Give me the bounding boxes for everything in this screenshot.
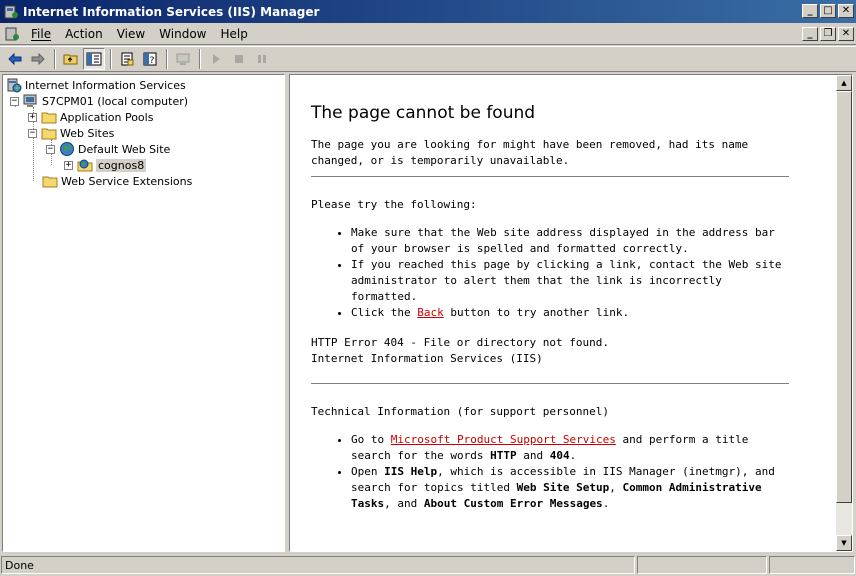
window-title: Internet Information Services (IIS) Manager [23, 4, 320, 19]
mmc-system-menu-icon[interactable] [4, 26, 20, 42]
toolbar-separator [54, 49, 56, 69]
collapse-icon[interactable]: − [29, 127, 36, 138]
bold-term: Common Administrative Tasks [351, 481, 762, 510]
text: Open [351, 465, 385, 478]
text: and [516, 449, 550, 462]
minimize-icon: _ [807, 5, 813, 16]
status-text-cell [1, 556, 635, 574]
connect-computer-button[interactable] [172, 48, 194, 70]
child-minimize-button[interactable] [802, 27, 818, 41]
bold-term: HTTP [490, 449, 517, 462]
toolbar [0, 46, 856, 72]
close-icon: ✕ [841, 28, 851, 39]
result-pane[interactable] [289, 74, 853, 552]
pause-button[interactable] [251, 48, 273, 70]
scroll-down-arrow-icon: ▼ [841, 539, 847, 547]
virtual-dir-icon [77, 157, 93, 173]
tree-item-application-pools[interactable] [28, 109, 153, 125]
vertical-scrollbar[interactable] [836, 75, 852, 551]
collapse-icon[interactable]: − [47, 143, 54, 154]
computer-icon [23, 93, 39, 109]
back-arrow-icon [7, 51, 23, 67]
divider [311, 176, 789, 177]
toolbar-separator [166, 49, 168, 69]
expand-icon[interactable]: + [65, 159, 72, 170]
list-item [351, 432, 789, 464]
help-button[interactable] [139, 48, 161, 70]
folder-icon [42, 173, 58, 189]
text: , which is accessible in IIS Manager (inetmgr), and search for topics titled [351, 465, 775, 494]
properties-button[interactable] [116, 48, 138, 70]
status-cell [637, 556, 767, 574]
scroll-up-button[interactable] [836, 75, 852, 91]
svg-text:?: ? [149, 56, 155, 66]
server-line: Internet Information Services (IIS) [311, 352, 543, 365]
console-tree[interactable] [2, 74, 285, 552]
expand-icon[interactable]: + [29, 111, 36, 122]
list-item: • If you reached this page by clicking a link, contact the Web site administrator to alert them that the link is incorrectly formatted. [351, 257, 789, 305]
list-item [351, 305, 789, 321]
close-icon: ✕ [841, 5, 851, 16]
up-one-level-button[interactable] [60, 48, 82, 70]
console-tree-icon [86, 51, 102, 67]
folder-icon [41, 109, 57, 125]
show-hide-console-tree-button[interactable] [83, 48, 105, 70]
text: , and [384, 497, 424, 510]
child-restore-button[interactable] [820, 27, 836, 41]
menu-action[interactable] [58, 27, 110, 41]
minimize-button[interactable] [802, 4, 818, 18]
minimize-icon: _ [807, 28, 813, 39]
tree-item-computer[interactable] [10, 93, 188, 109]
intro-text: The page you are looking for might have been removed, had its name changed, or is temporarily unavailable. [311, 138, 749, 167]
pause-icon [254, 51, 270, 67]
tree-item-cognos8[interactable] [64, 157, 146, 173]
folder-icon [41, 125, 57, 141]
status-text: Done [5, 558, 34, 572]
play-icon [208, 51, 224, 67]
text: Go to [351, 433, 391, 446]
suggestion-list [351, 225, 789, 321]
tree-label: S7CPM01 (local computer) [42, 94, 189, 108]
error-page [311, 103, 789, 526]
bold-term: Web Site Setup [516, 481, 610, 494]
up-folder-icon [63, 51, 79, 67]
tree-item-iis-root[interactable] [6, 77, 186, 93]
support-services-link[interactable]: Microsoft Product Support Services [390, 433, 616, 446]
page-heading: The page cannot be found [311, 103, 536, 123]
bold-term: IIS Help [384, 465, 438, 478]
menu-view[interactable] [110, 27, 152, 41]
tree-label: Web Service Extensions [61, 174, 193, 188]
tech-info-label: Technical Information (for support personnel) [311, 405, 610, 418]
tree-item-default-web-site[interactable] [46, 141, 170, 157]
status-bar [0, 554, 856, 576]
text: , [609, 481, 623, 494]
divider [311, 383, 789, 384]
toolbar-separator [199, 49, 201, 69]
scroll-up-arrow-icon: ▲ [841, 79, 847, 87]
toolbar-separator [110, 49, 112, 69]
menu-window[interactable] [152, 27, 213, 41]
text: . [569, 449, 577, 462]
properties-icon [119, 51, 135, 67]
scroll-down-button[interactable] [836, 535, 852, 551]
try-label: Please try the following: [311, 198, 477, 211]
start-button[interactable] [205, 48, 227, 70]
menu-help[interactable] [214, 27, 255, 41]
tree-label: Default Web Site [78, 142, 171, 156]
close-button[interactable] [838, 4, 854, 18]
title-bar[interactable] [0, 0, 856, 23]
collapse-icon[interactable]: − [11, 95, 18, 106]
stop-button[interactable] [228, 48, 250, 70]
list-item: • Make sure that the Web site address displayed in the address bar of your browser is spelled and formatted correctly. [351, 225, 789, 257]
menu-file[interactable] [24, 27, 58, 41]
maximize-icon: □ [823, 5, 833, 16]
tree-item-web-sites[interactable] [28, 125, 114, 141]
tree-label: cognos8 [98, 158, 145, 172]
computer-icon [175, 51, 191, 67]
text: and perform a title search for the words [351, 433, 749, 462]
list-item [351, 464, 789, 512]
text: Click the [351, 306, 418, 319]
tree-label: Application Pools [60, 110, 154, 124]
menu-action-label: Action [65, 26, 103, 41]
error-code-line: HTTP Error 404 - File or directory not found. [311, 336, 610, 349]
tree-label: Internet Information Services [25, 78, 186, 92]
text: . [602, 497, 610, 510]
stop-icon [231, 51, 247, 67]
restore-icon: ❐ [823, 28, 833, 39]
menu-bar [0, 23, 856, 45]
iis-icon [6, 77, 22, 93]
menu-window-label: Window [159, 26, 207, 41]
maximize-button[interactable] [820, 4, 836, 18]
forward-arrow-icon [30, 51, 46, 67]
scrollbar-thumb[interactable] [836, 91, 852, 503]
help-book-icon [142, 51, 158, 67]
status-cell [769, 556, 855, 574]
bold-term: About Custom Error Messages [423, 497, 603, 510]
globe-icon [59, 141, 75, 157]
back-button[interactable] [4, 48, 26, 70]
child-close-button[interactable] [838, 27, 854, 41]
bold-term: 404 [549, 449, 570, 462]
menu-view-label: View [116, 26, 146, 41]
tree-label: Web Sites [60, 126, 115, 140]
menu-help-label: Help [220, 26, 248, 41]
tree-item-web-service-extensions[interactable] [42, 173, 192, 189]
menu-file-label: File [31, 26, 52, 41]
back-link[interactable]: Back [417, 306, 444, 319]
iis-app-icon[interactable] [3, 4, 19, 20]
text: button to try another link. [443, 306, 630, 319]
forward-button[interactable] [27, 48, 49, 70]
tech-info-list [351, 432, 789, 512]
